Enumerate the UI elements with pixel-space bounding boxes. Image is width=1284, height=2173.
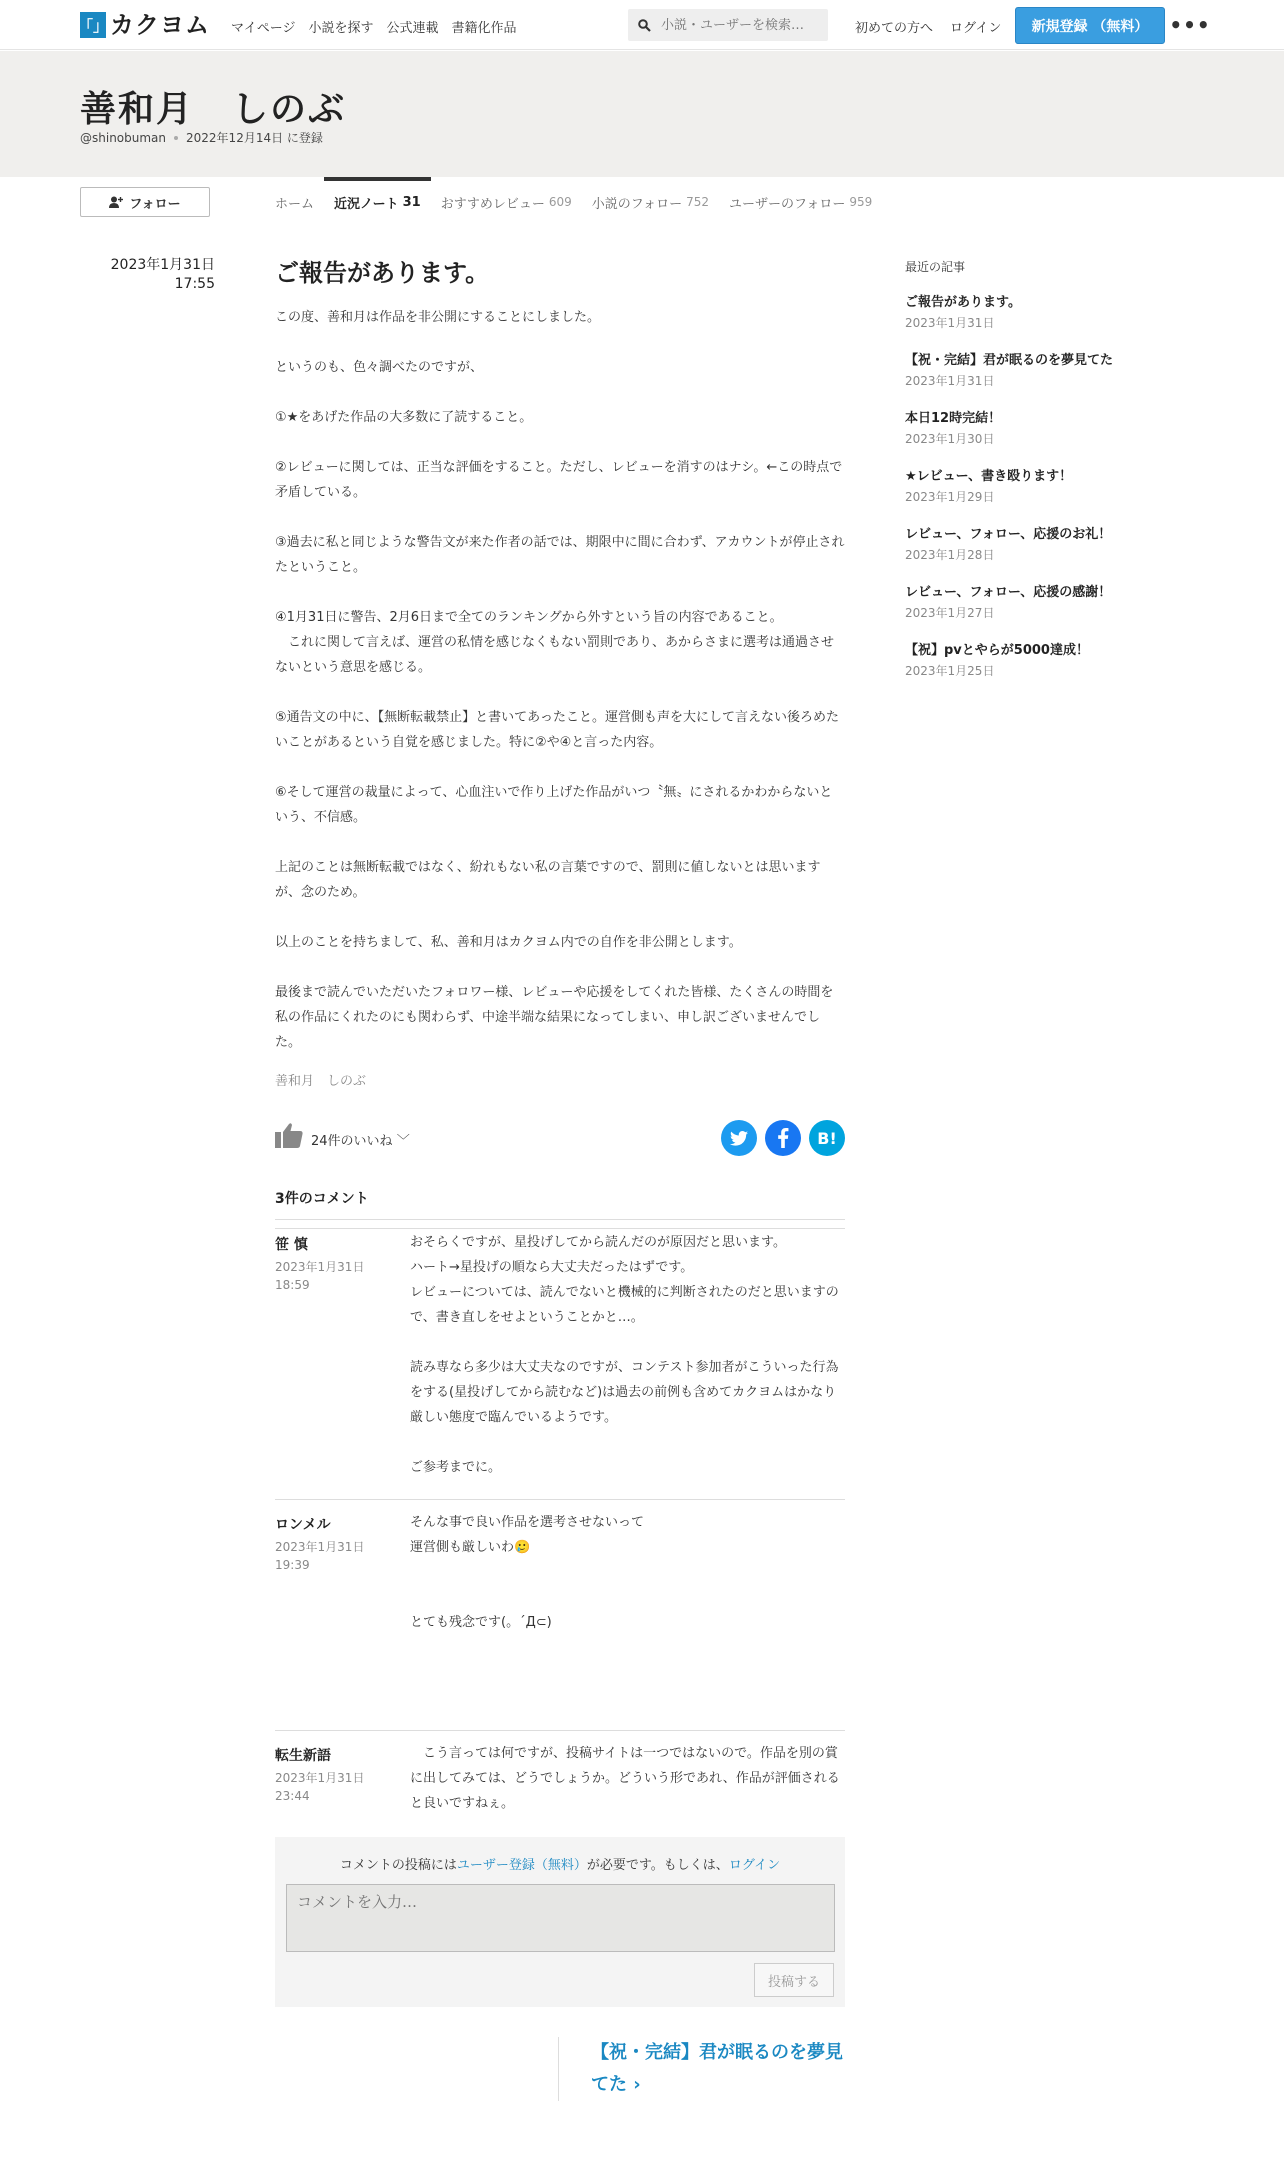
article-paragraph: 以上のことを持ちまして、私、善和月はカクヨム内での自作を非公開とします。 [275, 935, 742, 950]
profile-meta [80, 129, 323, 146]
likes-count-toggle[interactable] [311, 1130, 410, 1149]
note-text: が必要です。もしくは、 [586, 1858, 729, 1873]
sidebar-item[interactable] [905, 525, 1165, 565]
login-link[interactable]: ログイン [950, 21, 1002, 36]
nav-official-serials[interactable]: 公式連載 [386, 21, 439, 36]
comment-body: おそらくですが、星投げしてから読んだのが原因だと思います。 ハート→星投げの順なら大丈夫だったはずです。 レビューについては、読んでないと機械的に判断されたのだと思いますので、書き直しをせよということかと…。 読み専なら多少は大丈夫なのですが、コンテスト参加者がこういった行為をする(星投げしてから読むなど)は過去の前例も含めてカクヨムはかなり厳しい態度で臨んでいるようです。 ご参考までに。 [410, 1235, 839, 1475]
main-nav [231, 17, 517, 36]
comment-input[interactable] [286, 1884, 835, 1952]
chevron-right-icon: › [633, 2074, 641, 2095]
search-box[interactable] [628, 9, 828, 41]
sidebar-item-title: レビュー、フォロー、応援のお礼！ [905, 527, 1112, 542]
tab-count: 752 [686, 195, 710, 209]
comments-heading: 3件のコメント [275, 1188, 845, 1229]
facebook-icon [777, 1128, 789, 1148]
more-menu-icon[interactable]: ••• [1169, 13, 1211, 37]
article-paragraph: 最後まで読んでいただいたフォロワー様、レビューや応援をしてくれた皆様、たくさんの時間を私の作品にくれたのにも関わらず、中途半端な結果になってしまい、申し訳ございませんでした。 [275, 985, 834, 1050]
tab-news-notes[interactable] [324, 177, 431, 227]
twitter-share-button[interactable] [721, 1120, 757, 1156]
nav-my-page[interactable]: マイページ [231, 21, 296, 36]
sidebar-item-title: レビュー、フォロー、応援の感謝！ [905, 585, 1112, 600]
article-paragraph: ②レビューに関しては、正当な評価をすること。ただし、レビューを消すのはナシ。←この時点で矛盾している。 [275, 460, 843, 500]
logo-text: カクヨム [110, 11, 210, 39]
tab-user-follows[interactable] [719, 177, 882, 227]
search-icon [638, 19, 651, 32]
sidebar-item-date: 2023年1月30日 [905, 432, 995, 446]
sidebar-item[interactable] [905, 641, 1165, 681]
comment-form [275, 1837, 845, 2007]
comment-author[interactable]: 笹 慎 [275, 1237, 308, 1253]
article-title: ご報告があります。 [275, 259, 490, 287]
tab-label: 近況ノート [334, 196, 399, 212]
login-link[interactable]: ログイン [728, 1858, 781, 1873]
comment-date-time: 23:44 [275, 1789, 310, 1803]
article-paragraph: 上記のことは無断転載ではなく、紛れもない私の言葉ですので、罰則に値しないとは思いますが、念のため。 [275, 860, 821, 900]
article-paragraph: この度、善和月は作品を非公開にすることにしました。 [275, 310, 601, 325]
article-signature: 善和月 しのぶ [275, 1074, 367, 1089]
sidebar-item[interactable] [905, 351, 1165, 391]
comment-date [275, 1538, 385, 1574]
comment-date [275, 1258, 385, 1294]
next-post-link[interactable] [558, 2037, 848, 2101]
comment-item [275, 1499, 845, 1730]
sidebar-item[interactable] [905, 293, 1165, 333]
add-user-icon [109, 196, 123, 208]
article-paragraph: というのも、色々調べたのですが、 [275, 360, 484, 375]
comment-date-time: 18:59 [275, 1278, 310, 1292]
nav-published-books[interactable]: 書籍化作品 [451, 21, 517, 36]
follow-button[interactable] [80, 187, 210, 217]
article-paragraph: ⑥そして運営の裁量によって、心血注いで作り上げた作品がいつ〝無〟にされるかわからないという、不信感。 [275, 785, 833, 825]
top-header [0, 0, 1284, 50]
profile-tabs [275, 177, 882, 227]
tab-home[interactable] [275, 177, 324, 227]
thumbs-up-icon[interactable] [275, 1122, 303, 1148]
sidebar-item-title: ★レビュー、書き殴ります！ [905, 469, 1073, 484]
sidebar-item-title: ご報告があります。 [905, 295, 1021, 310]
comment-body: こう言っては何ですが、投稿サイトは一つではないので。作品を別の賞に出してみては、どうでしょうか。どういう形であれ、作品が評価されると良いですねぇ。 [410, 1746, 840, 1811]
sidebar-item-date: 2023年1月31日 [905, 316, 995, 330]
comment-date-day: 2023年1月31日 [275, 1540, 365, 1554]
article-paragraph: ③過去に私と同じような警告文が来た作者の話では、期限中に間に合わず、アカウントが停止されたということ。 [275, 535, 845, 575]
sidebar-item-date: 2023年1月27日 [905, 606, 995, 620]
separator-dot [174, 136, 178, 140]
likes-count: 24件のいいね [311, 1134, 393, 1149]
post-date [80, 256, 215, 294]
comment-item [275, 1730, 845, 1837]
facebook-share-button[interactable] [765, 1120, 801, 1156]
comment-body: そんな事で良い作品を選考させないって 運営側も厳しいわ🥲 とても残念です(。´Д⊂) [410, 1515, 645, 1630]
recent-posts-sidebar [905, 258, 1165, 699]
sidebar-item-date: 2023年1月31日 [905, 374, 995, 388]
post-date-time: 17:55 [174, 276, 215, 292]
beginner-link[interactable]: 初めての方へ [855, 21, 934, 36]
comment-author[interactable]: 転生新語 [275, 1748, 331, 1764]
comment-login-note [275, 1854, 845, 1873]
sidebar-item-date: 2023年1月25日 [905, 664, 995, 678]
profile-handle: @shinobuman [80, 130, 167, 145]
tab-count: 609 [548, 195, 572, 209]
tab-label: ホーム [275, 196, 315, 212]
article-paragraph: ④1月31日に警告、2月6日まで全てのランキングから外すという旨の内容であること。 これに関して言えば、運営の私情を感じなくもない罰則であり、あからさまに選考は通過させないという意思を感じる。 [275, 610, 835, 675]
post-comment-button[interactable]: 投稿する [754, 1963, 834, 1997]
next-post-title: 【祝・完結】君が眠るのを夢見てた [591, 2042, 843, 2095]
tab-novel-follows[interactable] [582, 177, 719, 227]
share-buttons [721, 1120, 845, 1156]
search-input[interactable] [661, 18, 821, 33]
hatena-bookmark-button[interactable]: B! [809, 1120, 845, 1156]
tab-label: おすすめレビュー [440, 196, 545, 212]
tab-recommended-reviews[interactable] [431, 177, 582, 227]
comment-date [275, 1769, 385, 1805]
logo-mark: 「」 [80, 12, 106, 38]
article-actions [275, 1118, 845, 1158]
tab-label: 小説のフォロー [591, 196, 683, 212]
sidebar-title: 最近の記事 [905, 260, 966, 274]
profile-name[interactable]: 善和月 しのぶ [80, 89, 347, 130]
profile-registered-date: 2022年12月14日 に登録 [186, 131, 323, 145]
sidebar-item-title: 本日12時完結！ [905, 411, 1002, 426]
sidebar-item[interactable] [905, 409, 1165, 449]
note-text: コメントの投稿には [339, 1858, 457, 1873]
sidebar-item-date: 2023年1月28日 [905, 548, 995, 562]
sidebar-item[interactable] [905, 467, 1165, 507]
sidebar-item[interactable] [905, 583, 1165, 623]
chevron-down-icon: ﹀ [396, 1134, 410, 1149]
comment-date-day: 2023年1月31日 [275, 1771, 365, 1785]
nav-find-novels[interactable]: 小説を探す [308, 21, 374, 36]
tab-count: 959 [849, 195, 873, 209]
comment-author[interactable]: ロンメル [275, 1517, 331, 1533]
signup-link[interactable]: ユーザー登録（無料） [456, 1858, 587, 1873]
article [275, 255, 845, 1089]
sidebar-item-date: 2023年1月29日 [905, 490, 995, 504]
sidebar-item-title: 【祝】pvとやらが5000達成！ [905, 643, 1089, 658]
tab-label: ユーザーのフォロー [729, 196, 846, 212]
tab-count: 31 [402, 194, 421, 210]
header-links [855, 17, 1001, 36]
comment-date-time: 19:39 [275, 1558, 310, 1572]
twitter-icon [730, 1131, 748, 1146]
article-paragraph: ⑤通告文の中に、【無断転載禁止】と書いてあったこと。運営側も声を大にして言えない後ろめたいことがあるという自覚を感じました。特に②や④と言った内容。 [275, 710, 840, 750]
article-paragraph: ①★をあげた作品の大多数に了読すること。 [275, 410, 533, 425]
profile-header [0, 51, 1284, 177]
signup-button[interactable]: 新規登録 （無料） [1015, 7, 1165, 44]
kakuyomu-logo[interactable] [80, 12, 210, 38]
comment-item [275, 1219, 845, 1499]
follow-button-label: フォロー [129, 196, 181, 212]
comment-date-day: 2023年1月31日 [275, 1260, 365, 1274]
sidebar-item-title: 【祝・完結】君が眠るのを夢見てた [905, 353, 1114, 368]
post-date-day: 2023年1月31日 [110, 257, 215, 273]
